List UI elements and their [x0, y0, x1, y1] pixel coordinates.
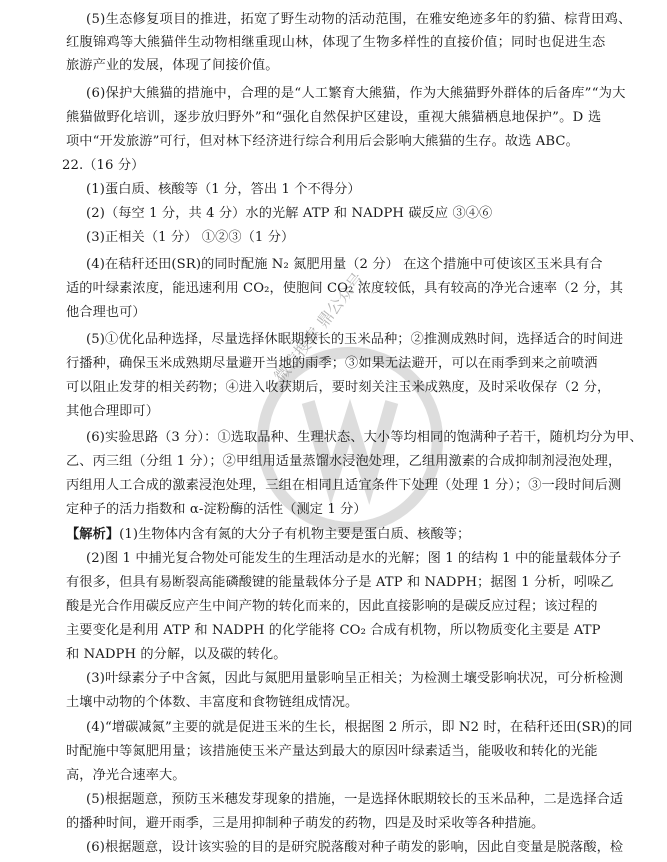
text-line: (4)“增碳减氮”主要的就是促进玉米的生长，根据图 2 所示，即 N2 时，在秸秆还田(SR)的同: [86, 720, 633, 735]
text-line: 主要变化是利用 ATP 和 NADPH 的化学能将 CO₂ 合成有机物，所以物质变化主要是 ATP: [66, 623, 601, 638]
text-line: 可以阻止发芽的相关药物；④进入收获期后，要时刻关注玉米成熟度，及时采收保存（2 分，: [66, 380, 611, 395]
text-line: (6)保护大熊猫的措施中，合理的是“人工繁育大熊猫，作为大熊猫野外群体的后备库”“为大: [86, 86, 626, 101]
text-line: (5)生态修复项目的推进，拓宽了野生动物的活动范围，在雅安绝迹多年的豹猫、棕背田鸡、: [86, 12, 632, 27]
text-line: 高，净光合速率大。: [66, 768, 186, 783]
text-line: 和 NADPH 的分解，以及碳的转化。: [66, 647, 287, 662]
watermark-text: 微信搜索 鼎公众号: [270, 268, 368, 386]
text-line: (1)蛋白质、核酸等（1 分，答出 1 个不得分）: [86, 182, 361, 197]
text-line: 他合理也可）: [66, 305, 146, 320]
question-number: 22.（16 分）: [62, 158, 145, 173]
text-line: 有很多，但具有易断裂高能磷酸键的能量载体分子是 ATP 和 NADPH；据图 1 分析，吲哚乙: [66, 575, 614, 590]
text-line: 熊猫做野化培训，逐步放归野外”和“强化自然保护区建设，重视大熊猫栖息地保护”。D 选: [66, 110, 602, 125]
analysis-label: 【解析】: [66, 527, 120, 542]
text-line: 红腹锦鸡等大熊猫伴生动物相继重现山林，体现了生物多样性的直接价值；同时也促进生态: [66, 35, 606, 50]
text-line: (2)图 1 中捕光复合物处可能发生的生理活动是水的光解；图 1 的结构 1 中的能量载体分子: [86, 551, 622, 566]
text-line: 乙、丙三组（分组 1 分）；②甲组用适量蒸馏水浸泡处理，乙组用激素的合成抑制剂浸泡处理，: [66, 454, 622, 469]
text-line: (4)在秸秆还田(SR)的同时配施 N₂ 氮肥用量（2 分） 在这个措施中可使该区玉米具有合: [86, 257, 603, 272]
text-line: (2)（每空 1 分，共 4 分）水的光解 ATP 和 NADPH 碳反应 ③④⑥: [86, 206, 493, 221]
text-line: (5)①优化品种选择，尽量选择休眠期较长的玉米品种；②推测成熟时间，选择适合的时间进: [86, 332, 624, 347]
text-line: 项中“开发旅游”可行，但对林下经济进行综合利用后会影响大熊猫的生存。故选 ABC。: [66, 134, 579, 149]
text-line: 时配施中等氮肥用量；该措施使玉米产量达到最大的原因叶绿素适当，能吸收和转化的光能: [66, 744, 598, 759]
text-line: (5)根据题意，预防玉米穗发芽现象的措施，一是选择休眠期较长的玉米品种，二是选择合适: [86, 792, 624, 807]
text-line: (3)叶绿素分子中含氮，因此与氮肥用量影响呈正相关；为检测土壤受影响状况，可分析检测: [86, 671, 624, 686]
text-line: 适的叶绿素浓度，能迅速利用 CO₂，使胞间 CO₂ 浓度较低，具有较高的净光合速率（2 分，其: [66, 281, 623, 296]
text-line: (3)正相关（1 分） ①②③（1 分）: [86, 230, 295, 245]
analysis-heading-line: 【解析】(1)生物体内含有氮的大分子有机物主要是蛋白质、核酸等；: [66, 527, 471, 542]
text-line: 酸是光合作用碳反应产生中间产物的转化而来的，因此直接影响的是碳反应过程；该过程的: [66, 599, 598, 614]
text-line: 定种子的活力指数和 α-淀粉酶的活性（测定 1 分）: [66, 502, 367, 517]
text-line: (6)实验思路（3 分）：①选取品种、生理状态、大小等均相同的饱满种子若干，随机均分为甲、: [86, 430, 643, 445]
text-line: 土壤中动物的个体数、丰富度和食物链组成情况。: [66, 695, 359, 710]
text-line: 的播种时间，避开雨季，三是用抑制种子萌发的药物，四是及时采收等各种措施。: [66, 816, 545, 831]
text-line: (6)根据题意，设计该实验的目的是研究脱落酸对种子萌发的影响，因此自变量是脱落酸，检: [86, 840, 624, 855]
text-line: 旅游产业的发展，体现了间接价值。: [66, 58, 279, 73]
text-line: 其他合理即可）: [66, 404, 160, 419]
text-line: 丙组用人工合成的激素浸泡处理，三组在相同且适宜条件下处理（处理 1 分）；③一段时间后测: [66, 478, 622, 493]
text-line: 行播种，确保玉米成熟期尽量避开当地的雨季；③如果无法避开，可以在雨季到来之前喷洒: [66, 356, 598, 371]
